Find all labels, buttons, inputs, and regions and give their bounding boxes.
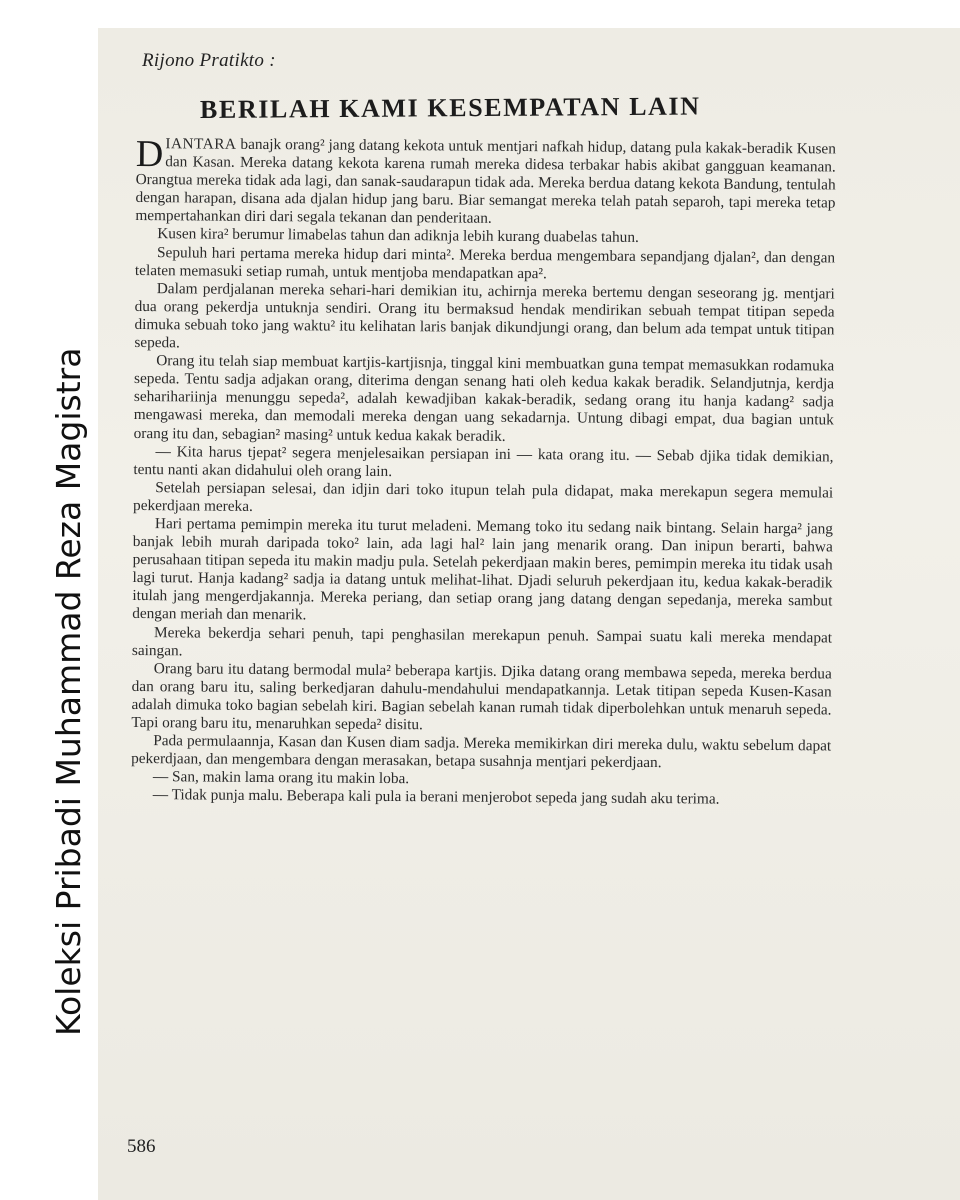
paragraph-9: Orang baru itu datang bermodal mula² beberapa kartjis. Djika datang orang membawa sepeda, mereka berdua dan orang baru itu, saling berkedjaran dahulu-mendahului mendapatkannja. Letak titipan sepeda Kusen-Kasan adalah dimuka toko bagian sebelah kiri. Bagian sebelah kanan rumah tidak diperbolehkan untuk menaruh sepeda. Tapi orang baru itu, menaruhkan sepeda² disitu. xyxy=(131,659,832,734)
dialogue-3: — Tidak punja malu. Beberapa kali pula ia berani menjerobot sepeda jang sudah aku terima. xyxy=(152,786,720,808)
paragraph-1 xyxy=(135,135,836,231)
paragraph-1-text: banajk orang² jang datang kekota untuk mentjari nafkah hidup, datang pula kakak-beradik Kusen dan Kasan. Mereka datang kekota karena rumah mereka didesa terbakar habis akibat gangguan keamanan. Orangtua mereka tidak ada lagi, dan sanak-saudarapun tidak ada. Mereka berdua datang kekota Bandung, tentulah dengan harapan, disana ada djalan hidup jang baru. Biar semangat mereka telah patah separoh, tapi mereka tetap mempertahankan diri dari segala tekanan dan penderitaan. xyxy=(135,135,836,228)
lead-word: IANTARA xyxy=(165,135,237,153)
dialogue-1: — Kita harus tjepat² segera menjelesaikan persiapan ini — kata orang itu. — Sebab djika tidak demikian, tentu nanti akan didahului oleh orang lain. xyxy=(133,442,834,480)
page-number: 586 xyxy=(127,1136,156,1157)
paragraph-4: Dalam perdjalanan mereka sehari-hari demikian itu, achirnja mereka bertemu dengan seseorang jg. mentjari dua orang pekerdja untuknja sendiri. Orang itu bermaksud hendak mendirikan sebuah tempat titipan sepeda dimuka sebuah toko jang waktu² itu kelihatan laris banjak dikundjungi orang, dan belum ada tempat untuk titipan sepeda. xyxy=(134,279,835,352)
paragraph-7: Hari pertama pemimpin mereka itu turut meladeni. Memang toko itu sedang naik bintang. Selain harga² jang banjak lebih murah daripada toko² lain, ada lagi hal² lain jang menarik orang. Dan inipun berarti, bahwa perusahaan titipan sepeda itu makin madju pula. Setelah pekerdjaan makin beres, pemimpin mereka itu tidak usah lagi turut. Hanja kadang² sadja ia datang untuk melihat-lihat. Djadi seluruh pekerdjaan itu, kedua kakak-beradik itulah jang mengerdjakannja. Mereka periang, dan setiap orang jang datang dengan sepedanja, mereka sambut dengan meriah dan menarik. xyxy=(132,515,833,624)
paragraph-10: Pada permulaannja, Kasan dan Kusen diam sadja. Mereka memikirkan diri mereka dulu, waktu sebelum dapat pekerdjaan, dan mengembara dengan merasakan, betapa susahnja mentjari pekerdjaan. xyxy=(131,732,832,772)
paragraph-3: Sepuluh hari pertama mereka hidup dari minta². Mereka berdua mengembara sepandjang djalan², dan dengan telaten memasuki setiap rumah, untuk mentjoba mendapatkan apa². xyxy=(134,243,836,282)
paragraph-6: Setelah persiapan selesai, dan idjin dari toko itupun telah pula didapat, maka merekapun segera memulai pekerdjaan mereka. xyxy=(133,478,834,515)
dialogue-2: — San, makin lama orang itu makin loba. xyxy=(152,768,410,788)
paragraph-2: Kusen kira² berumur limabelas tahun dan adiknja lebih kurang duabelas tahun. xyxy=(157,225,639,247)
watermark-text: Koleksi Pribadi Muhammad Reza Magistra xyxy=(49,347,88,1036)
article-title: BERILAH KAMI KESEMPATAN LAIN xyxy=(199,91,701,124)
author-byline: Rijono Pratikto : xyxy=(142,50,276,71)
paragraph-8: Mereka bekerdja sehari penuh, tapi penghasilan merekapun penuh. Sampai suatu kali mereka mendapat saingan. xyxy=(131,623,833,660)
paragraph-5: Orang itu telah siap membuat kartjis-kartjisnja, tinggal kini membuatkan guna tempat memasukkan rodamuka sepeda. Tentu sadja adjakan orang, diterima dengan senang hati oleh kedua kakak beradik. Selandjutnja, kerdja seharihariinja menunggu sepeda², adalah kewadjiban kakak-beradik, sedang orang itu hanja kadang² sadja mengawasi mereka, dan memodali mereka dengan uang sekadarnja. Untung dibagi empat, dua bagian untuk orang itu dan, sebagian² masing² untuk kedua kakak beradik. xyxy=(133,352,835,445)
article-body xyxy=(131,135,836,810)
drop-cap: D xyxy=(135,133,164,176)
